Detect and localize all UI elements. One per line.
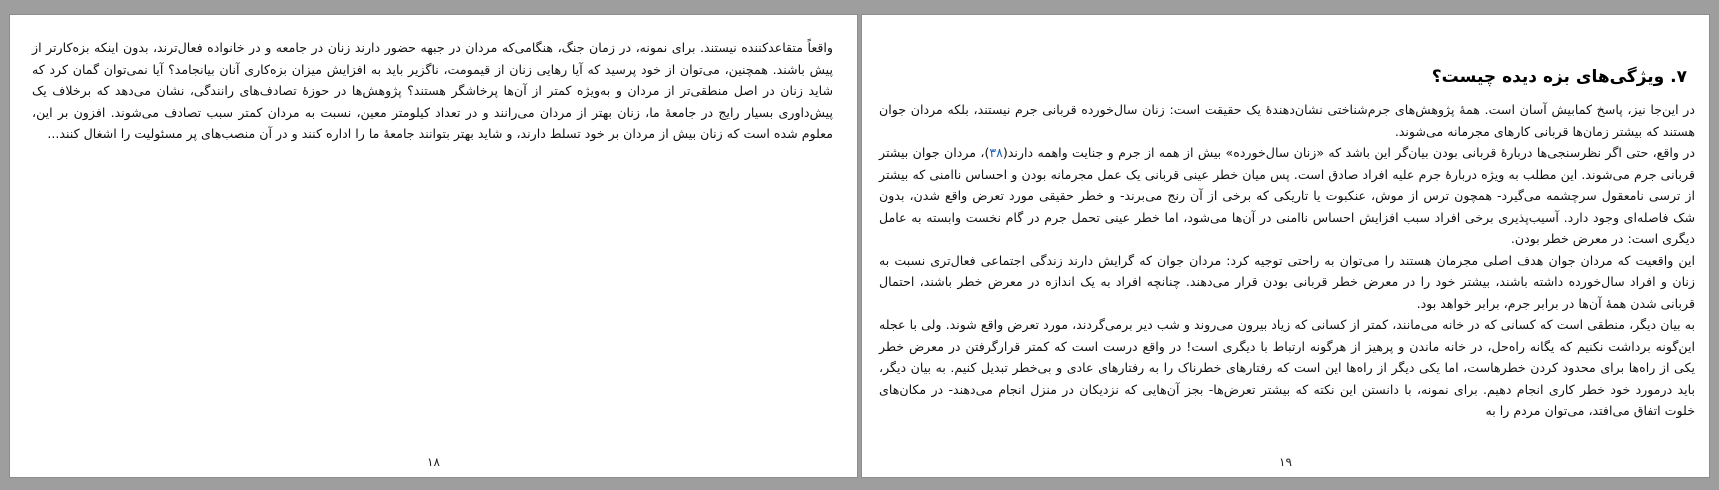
left-page-number: ۱۸ xyxy=(427,455,440,469)
left-page-paragraph: واقعاً متقاعدکننده نیستند. برای نمونه، در زمان جنگ، هنگامی‌که مردان در جبهه حضور دارند زنان در جامعه و در خانواده فعال‌ترند، بدون اینکه بزه‌کارتر از پیش باشند. همچنین، می‌توان از خود پرسید که آیا رهایی زنان از قیمومت، ناگزیر باید به افزایش میزان بزه‌کاری آنان بیانجامد؟ آیا نمی‌توان گمان کرد که شاید زنان در اصل منطقی‌تر از مردان و به‌ویژه کمتر از آن‌ها پرخاشگر هستند؟ پژوهش‌ها در حوزهٔ تصادف‌های رانندگی، نشان می‌دهد که برخلاف یک پیش‌داوری بسیار رایج در جامعهٔ ما، زنان بهتر از مردان می‌رانند و در تعداد کیلومتر معین، نسبت به مردان کمتر سبب تصادف می‌شوند. افزون بر این، معلوم شده است که زنان بیش از مردان بر خود تسلط دارند، و شاید بهتر بتوانند جامعهٔ ما را اداره کنند و در آن منصب‌های پر مسئولیت را اشغال کنند... xyxy=(32,40,833,141)
right-page xyxy=(861,14,1710,478)
right-page-paragraph-2 xyxy=(879,142,1695,250)
right-page-paragraph-1: در این‌جا نیز، پاسخ کمابیش آسان است. همهٔ پژوهش‌های جرم‌شناختی نشان‌دهندهٔ یک حقیقت است: زنان سال‌خورده قربانی جرم نیستند، بلکه مردان جوان هستند که بیشتر زمان‌ها قربانی کارهای مجرمانه می‌شوند. xyxy=(879,102,1695,139)
right-page-paragraph-3: این واقعیت که مردان جوان هدف اصلی مجرمان هستند را می‌توان به راحتی توجیه کرد: مردان جوان که گرایش دارند زندگی اجتماعی فعال‌تری نسبت به زنان و افراد سال‌خورده داشته باشند، بیشتر خود را در معرض خطر قربانی بودن قرار می‌دهند. چنانچه افراد به یک اندازه در معرض خطر باشند، احتمال قربانی شدن همهٔ آن‌ها در برابر جرم، برابر خواهد بود. xyxy=(879,252,1695,311)
left-page xyxy=(9,14,858,478)
section-heading: ۷. ویژگی‌های بزه دیده چیست؟ xyxy=(1431,67,1687,87)
left-page-body xyxy=(32,37,833,145)
right-page-paragraph-4: به بیان دیگر، منطقی است که کسانی که در خانه می‌مانند، کمتر از کسانی که زیاد بیرون می‌روند و شب دیر برمی‌گردند، مورد تعرض واقع شوند. ولی با عجله این‌گونه برداشت نکنیم که یگانه راه‌حل، در خانه ماندن و پرهیز از هرگونه ارتباط با دیگری است! در واقع درست است که کمتر قرارگرفتن در معرض خطر یکی از راه‌ها برای محدود کردن خطرهاست، اما یکی دیگر از راه‌ها این است که رفتارهای خطرناک را به رفتارهای عادی و بی‌خطر تبدیل کنیم. به بیان دیگر، باید درمورد خود خطر کاری انجام دهیم. برای نمونه، با دانستن این نکته که بیشتر تعرض‌ها- بجز آن‌هایی که نزدیکان در منزل انجام می‌دهند- در مکان‌های خلوت اتفاق می‌افتد، می‌توان مردم را به xyxy=(879,317,1695,418)
paragraph-2-text-start: در واقع، حتی اگر نظرسنجی‌ها دربارهٔ قربانی بودن بیان‌گر این باشد که «زنان سال‌خورده» بیش از همه از جرم و جنایت واهمه دارند( xyxy=(1002,145,1695,160)
paragraph-2-text-end: )، مردان جوان بیشتر قربانی جرم می‌شوند. این مطلب به ویژه دربارهٔ جرم علیه افراد صادق است. پس میان خطر عینی قربانی یک عمل مجرمانه بودن و احساس ناامنی که بیشتر از ترسی نامعقول سرچشمه می‌گیرد- همچون ترس از موش، عنکبوت یا تاریکی که برخی از آن رنج می‌برند- و خطر حقیقی مورد تعرض واقع شدن، بدون شک فاصله‌ای وجود دارد. آسیب‌پذیری برخی افراد سبب افزایش احساس ناامنی در آن‌ها می‌شود، اما خطر عینی تحمل جرم در گام نخست وابسته به عامل دیگری است: در معرض خطر بودن. xyxy=(879,145,1695,246)
footnote-reference-link[interactable]: ۳۸ xyxy=(989,145,1003,160)
right-page-body xyxy=(879,99,1695,422)
right-page-number: ۱۹ xyxy=(1279,455,1292,469)
